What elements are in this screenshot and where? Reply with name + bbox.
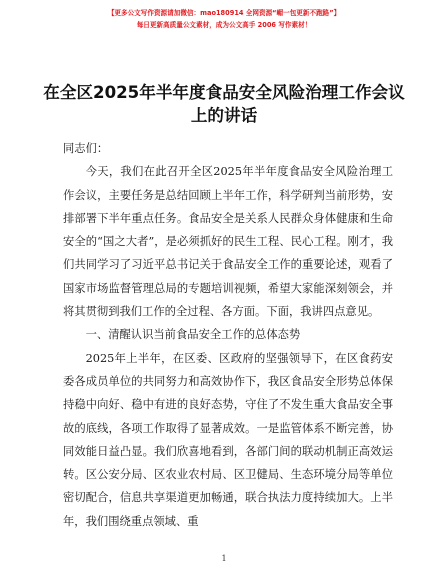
page-number: 1 [221,554,227,563]
document-title: 在全区2025年半年度食品安全风险治理工作会议上的讲话 [43,83,405,125]
body-paragraph-2: 2025年上半年，在区委、区政府的坚强领导下，在区食药安委各成员单位的共同努力和高效协作下，我区食品安全形势总体保持稳中向好、稳中有进的良好态势，守住了不发生重大食品安全事故的底线，各项工作取得了显著成效。一是监管体系不断完善，协同效能日益凸显。我们欣喜地看到，各部门间的联动机制正高效运转。区公安分局、区农业农村局、区卫健局、生态环境分局等单位密切配合，信息共享渠道更加畅通，联合执法力度持续加大。上半年，我们围绕重点领域、重 [63,351,393,528]
section-heading-1: 一、清醒认识当前食品安全工作的总体态势 [85,328,301,342]
document-body [63,137,393,533]
promo-banner [0,8,448,30]
body-paragraph-1: 今天，我们在此召开全区2025年半年度食品安全风险治理工作会议，主要任务是总结回顾上半年工作，科学研判当前形势，安排部署下半年重点任务。食品安全是关系人民群众身体健康和生命安全的“国之大者”，是必须抓好的民生工程、民心工程。刚才，我们共同学习了习近平总书记关于食品安全工作的重要论述，观看了国家市场监督管理总局的专题培训视频，希望大家能深刻领会，并将其贯彻到我们工作的全过程、各方面。下面，我讲四点意见。 [63,165,393,319]
promo-banner-line-2: 每日更新高质量公文素材，成为公文高手 2006 写作素材！ [136,21,312,29]
promo-banner-line-1: 【更多公文写作资源请加微信：mao180914 全网资源“嵋一包更新不跑路”】 [107,9,341,17]
salutation: 同志们： [63,142,109,155]
